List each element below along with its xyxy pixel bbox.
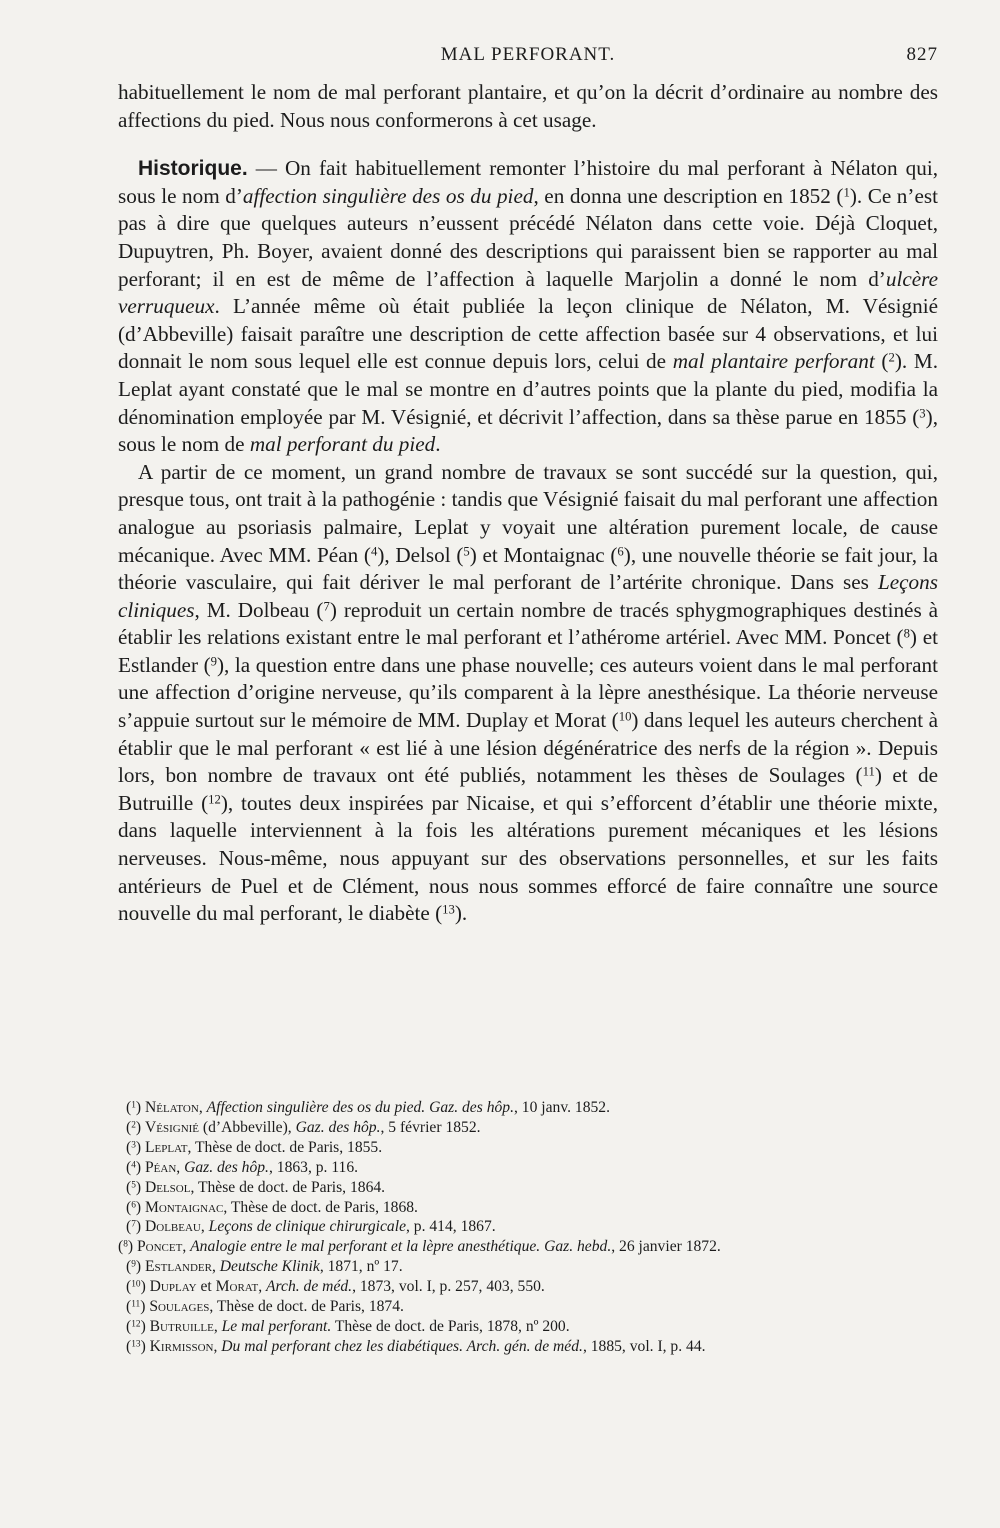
footnote: ($^9$) Estlander, Deutsche Klinik, 1871, nº 17. bbox=[126, 1258, 403, 1276]
footnote: ($^1$) Nélaton, Affection singulière des os du pied. Gaz. des hôp., 10 janv. 1852. bbox=[126, 1099, 611, 1116]
paragraph-travaux: A partir de ce moment, un grand nombre de travaux se sont succédé sur la question, qui, presque tous, ont trait à la pathogénie : tandis que Vésignié faisait du mal perforant une affection analogue au psoriasis palmaire, Leplat y voyait une altération purement locale, de cause mécanique. Avec MM. Péan ($^4$), Delsol ($^5$) et Montaignac ($^6$), une nouvelle théorie se fait jour, la théorie vasculaire, qui fait dériver le mal perforant de l’artérite chronique. Dans ses Leçons cliniques, M. Dolbeau ($^7$) reproduit un certain nombre de tracés sphygmographiques destinés à établir les relations existant entre le mal perforant et l’athérome artériel. Avec MM. Poncet ($^8$) et Estlander ($^9$), la question entre dans une phase nouvelle; ces auteurs voient dans le mal perforant une affection d’origine nerveuse, qu’ils comparent à la lèpre anesthésique. La théorie nerveuse s’appuie surtout sur le mémoire de MM. Duplay et Morat ($^{10}$) dans lequel les auteurs cherchent à établir que le mal perforant « est lié à une lésion dégénératrice des nerfs de la région ». Depuis lors, bon nombre de travaux ont été publiés, notamment les thèses de Soulages ($^{11}$) et de Butruille ($^{12}$), toutes deux inspirées par Nicaise, et qui s’efforcent d’établir une théorie mixte, dans laquelle interviennent à la fois les altérations purement mécaniques et les lésions nerveuses. Nous-même, nous appuyant sur des observations personnelles, et sur les faits antérieurs de Puel et de Clément, nous nous sommes efforcé de faire connaître une source nouvelle du mal perforant, le diabète ($^{13}$). bbox=[118, 459, 939, 926]
footnote: ($^6$) Montaignac, Thèse de doct. de Paris, 1868. bbox=[126, 1198, 418, 1216]
footnote: ($^3$) Leplat, Thèse de doct. de Paris, 1855. bbox=[126, 1138, 383, 1156]
footnote: ($^8$) Poncet, Analogie entre le mal perforant et la lèpre anesthétique. Gaz. hebd., 26 janvier 1872. bbox=[118, 1238, 721, 1256]
footnote-ref: 3 bbox=[919, 406, 926, 421]
footnote: ($^{12}$) Butruille, Le mal perforant. Thèse de doct. de Paris, 1878, nº 200. bbox=[126, 1317, 570, 1335]
footnote-ref: 2 bbox=[888, 350, 895, 365]
footnote-ref: 13 bbox=[442, 902, 455, 917]
footnote: ($^2$) Vésignié (d’Abbeville), Gaz. des hôp., 5 février 1852. bbox=[126, 1118, 481, 1136]
running-title: MAL PERFORANT. bbox=[440, 44, 616, 65]
footnote-ref: 5 bbox=[463, 544, 470, 559]
footnote: ($^{10}$) Duplay et Morat, Arch. de méd., 1873, vol. I, p. 257, 403, 550. bbox=[126, 1278, 545, 1296]
footnote: ($^5$) Delsol, Thèse de doct. de Paris, 1864. bbox=[126, 1178, 386, 1196]
footnote: ($^{11}$) Soulages, Thèse de doct. de Paris, 1874. bbox=[126, 1298, 404, 1316]
footnote-ref: 7 bbox=[323, 599, 330, 614]
footnote-ref: 10 bbox=[618, 709, 632, 724]
footnote-ref: 4 bbox=[370, 544, 378, 559]
footnote-ref: 6 bbox=[617, 544, 624, 559]
main-text bbox=[118, 79, 938, 928]
footnote-ref: 8 bbox=[903, 626, 910, 641]
running-header bbox=[118, 44, 938, 74]
page-number: 827 bbox=[906, 44, 938, 65]
paragraph-historique: Historique. — On fait habituellement remonter l’histoire du mal perforant à Nélaton qui, sous le nom d’affection singulière des os du pied, en donna une description en 1852 ($^1$). Ce n’est pas à dire que quelques auteurs n’eussent précédé Nélaton dans cette voie. Déjà Cloquet, Dupuytren, Ph. Boyer, avaient donné des descriptions qui paraissent bien se rapporter au mal perforant; il en est de même de l’affection à laquelle Marjolin a donné le nom d’ulcère verruqueux. L’année même où était publiée la leçon clinique de Nélaton, M. Vésignié (d’Abbeville) faisait paraître une description de cette affection basée sur 4 observations, et lui donnait le nom sous lequel elle est connue depuis lors, celui de mal plantaire perforant ($^2$). M. Leplat ayant constaté que le mal se montre en d’autres points que la plante du pied, modifia la dénomination employée par M. Vésignié, et décrivit l’affection, dans sa thèse parue en 1855 ($^3$), sous le nom de mal perforant du pied. bbox=[118, 156, 939, 457]
section-heading: Historique. bbox=[138, 157, 248, 181]
footnote-ref: 9 bbox=[210, 654, 217, 669]
footnote: ($^{13}$) Kirmisson, Du mal perforant chez les diabétiques. Arch. gén. de méd., 1885, vol. I, p. 44. bbox=[126, 1337, 706, 1355]
paragraph-continuation: habituellement le nom de mal perforant plantaire, et qu’on la décrit d’ordinaire au nombre des affections du pied. Nous nous conformerons à cet usage. bbox=[118, 80, 938, 132]
footnote-ref: 11 bbox=[862, 764, 875, 779]
footnotes bbox=[118, 1098, 938, 1357]
footnote: ($^4$) Péan, Gaz. des hôp., 1863, p. 116. bbox=[126, 1158, 359, 1176]
footnote-ref: 12 bbox=[208, 792, 221, 807]
footnote: ($^7$) Dolbeau, Leçons de clinique chirurgicale, p. 414, 1867. bbox=[126, 1218, 496, 1236]
footnote-ref: 1 bbox=[843, 185, 850, 200]
